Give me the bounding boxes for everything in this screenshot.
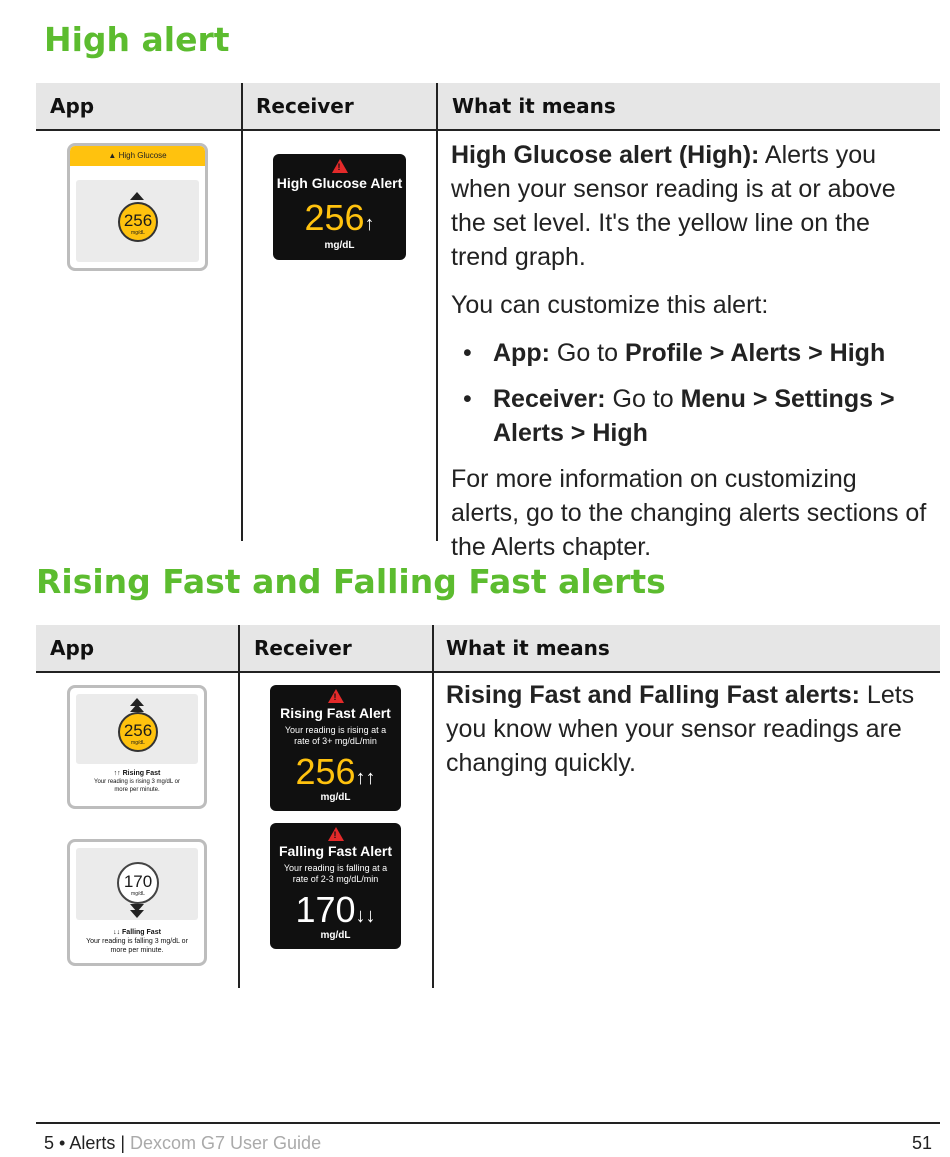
column-divider bbox=[238, 625, 240, 988]
receiver-unit: mg/dL bbox=[320, 930, 351, 941]
header-app: App bbox=[50, 94, 95, 118]
receiver-rising-fast-screen bbox=[270, 685, 401, 811]
table-header bbox=[36, 83, 940, 131]
falling-fast-text: Your reading is falling 3 mg/dL or more per minute. bbox=[86, 938, 188, 954]
footer-guide-title: Dexcom G7 User Guide bbox=[130, 1133, 322, 1153]
header-receiver: Receiver bbox=[256, 94, 354, 118]
description-lead bbox=[451, 138, 931, 274]
falling-fast-label: ↓↓ Falling Fast bbox=[113, 929, 161, 936]
footer-chapter: 5 • Alerts | bbox=[44, 1133, 131, 1153]
footer-divider bbox=[36, 1122, 940, 1124]
glucose-value: 256 bbox=[123, 211, 153, 230]
receiver-high-glucose-screen bbox=[273, 154, 406, 260]
column-divider bbox=[436, 83, 438, 541]
receiver-value-number: 170 bbox=[295, 889, 356, 930]
glucose-unit: mg/dL bbox=[131, 891, 145, 897]
warning-icon: ! bbox=[328, 689, 344, 703]
app-glucose-panel bbox=[76, 694, 198, 764]
receiver-alert-title: High Glucose Alert bbox=[276, 175, 403, 191]
section-title-high-alert: High alert bbox=[44, 20, 230, 59]
lead-text: Lets you know when your sensor readings are changing quickly. bbox=[446, 681, 915, 777]
more-info-text: For more information on customizing alerts, go to the changing alerts sections of the Alerts chapter. bbox=[451, 465, 927, 561]
app-high-glucose-screen bbox=[67, 143, 208, 271]
customize-list bbox=[451, 336, 931, 450]
glucose-circle bbox=[118, 712, 158, 752]
trend-down-icon bbox=[130, 910, 144, 918]
receiver-glucose-value bbox=[273, 198, 406, 244]
trend-arrow-icon: ↑↑ bbox=[355, 767, 376, 789]
receiver-alert-title: Rising Fast Alert bbox=[280, 705, 391, 721]
app-rising-fast-screen bbox=[67, 685, 207, 809]
glucose-unit: mg/dL bbox=[131, 230, 145, 236]
receiver-alert-subtext: Your reading is falling at a rate of 2-3 mg/dL/min bbox=[283, 863, 388, 884]
customize-text: You can customize this alert: bbox=[451, 291, 769, 319]
section-title-rising-falling: Rising Fast and Falling Fast alerts bbox=[36, 562, 666, 601]
high-glucose-banner bbox=[70, 146, 205, 166]
receiver-value-number: 256 bbox=[295, 751, 356, 792]
bullet-path: Profile > Alerts > High bbox=[624, 339, 886, 367]
list-item bbox=[451, 336, 931, 370]
rising-falling-table bbox=[36, 625, 940, 988]
high-alert-description bbox=[451, 138, 931, 578]
receiver-unit: mg/dL bbox=[320, 792, 351, 803]
trend-arrow-icon: ↓↓ bbox=[355, 905, 376, 927]
header-what-it-means: What it means bbox=[452, 94, 616, 118]
warning-icon: ! bbox=[328, 827, 344, 841]
lead-bold: High Glucose alert (High): bbox=[451, 141, 760, 169]
list-item bbox=[451, 382, 931, 450]
rising-falling-description bbox=[446, 678, 926, 794]
bullet-text: Go to bbox=[605, 385, 681, 413]
receiver-unit: mg/dL bbox=[324, 240, 355, 251]
trend-up-icon bbox=[130, 704, 144, 712]
glucose-value: 170 bbox=[123, 872, 153, 891]
bullet-label: Receiver: bbox=[493, 385, 606, 413]
app-glucose-panel bbox=[76, 848, 198, 920]
receiver-alert-title: Falling Fast Alert bbox=[278, 843, 393, 859]
table-header bbox=[36, 625, 940, 673]
glucose-value: 256 bbox=[123, 721, 153, 740]
description-lead bbox=[446, 678, 926, 780]
app-falling-fast-screen bbox=[67, 839, 207, 966]
header-receiver: Receiver bbox=[254, 636, 352, 660]
bullet-text: Go to bbox=[549, 339, 625, 367]
app-glucose-panel bbox=[76, 180, 199, 262]
bullet-path: Menu > Settings > Alerts > High bbox=[493, 385, 895, 447]
receiver-falling-fast-screen bbox=[270, 823, 401, 949]
lead-text: Alerts you when your sensor reading is at or above the set level. It's the yellow line on the trend graph. bbox=[451, 141, 896, 271]
warning-icon: ▲ bbox=[108, 151, 117, 160]
column-divider bbox=[432, 625, 434, 988]
page-number: 51 bbox=[911, 1133, 932, 1153]
rising-fast-text: Your reading is rising 3 mg/dL or more per minute. bbox=[94, 779, 180, 793]
glucose-circle bbox=[118, 202, 158, 242]
glucose-unit: mg/dL bbox=[131, 740, 145, 746]
header-app: App bbox=[50, 636, 95, 660]
rising-fast-label: ↑↑ Rising Fast bbox=[113, 770, 161, 777]
receiver-value-number: 256 bbox=[304, 197, 365, 238]
footer-text bbox=[44, 1133, 321, 1154]
receiver-alert-subtext: Your reading is rising at a rate of 3+ mg/dL/min bbox=[284, 725, 387, 746]
glucose-circle bbox=[117, 862, 159, 904]
banner-label: High Glucose bbox=[118, 151, 167, 160]
high-alert-table bbox=[36, 83, 940, 561]
trend-up-icon bbox=[130, 192, 144, 200]
lead-bold: Rising Fast and Falling Fast alerts: bbox=[446, 681, 860, 709]
column-divider bbox=[241, 83, 243, 541]
warning-icon: ! bbox=[332, 159, 348, 173]
bullet-label: App: bbox=[493, 339, 550, 367]
header-what-it-means: What it means bbox=[446, 636, 610, 660]
trend-arrow-icon: ↑ bbox=[364, 213, 375, 235]
